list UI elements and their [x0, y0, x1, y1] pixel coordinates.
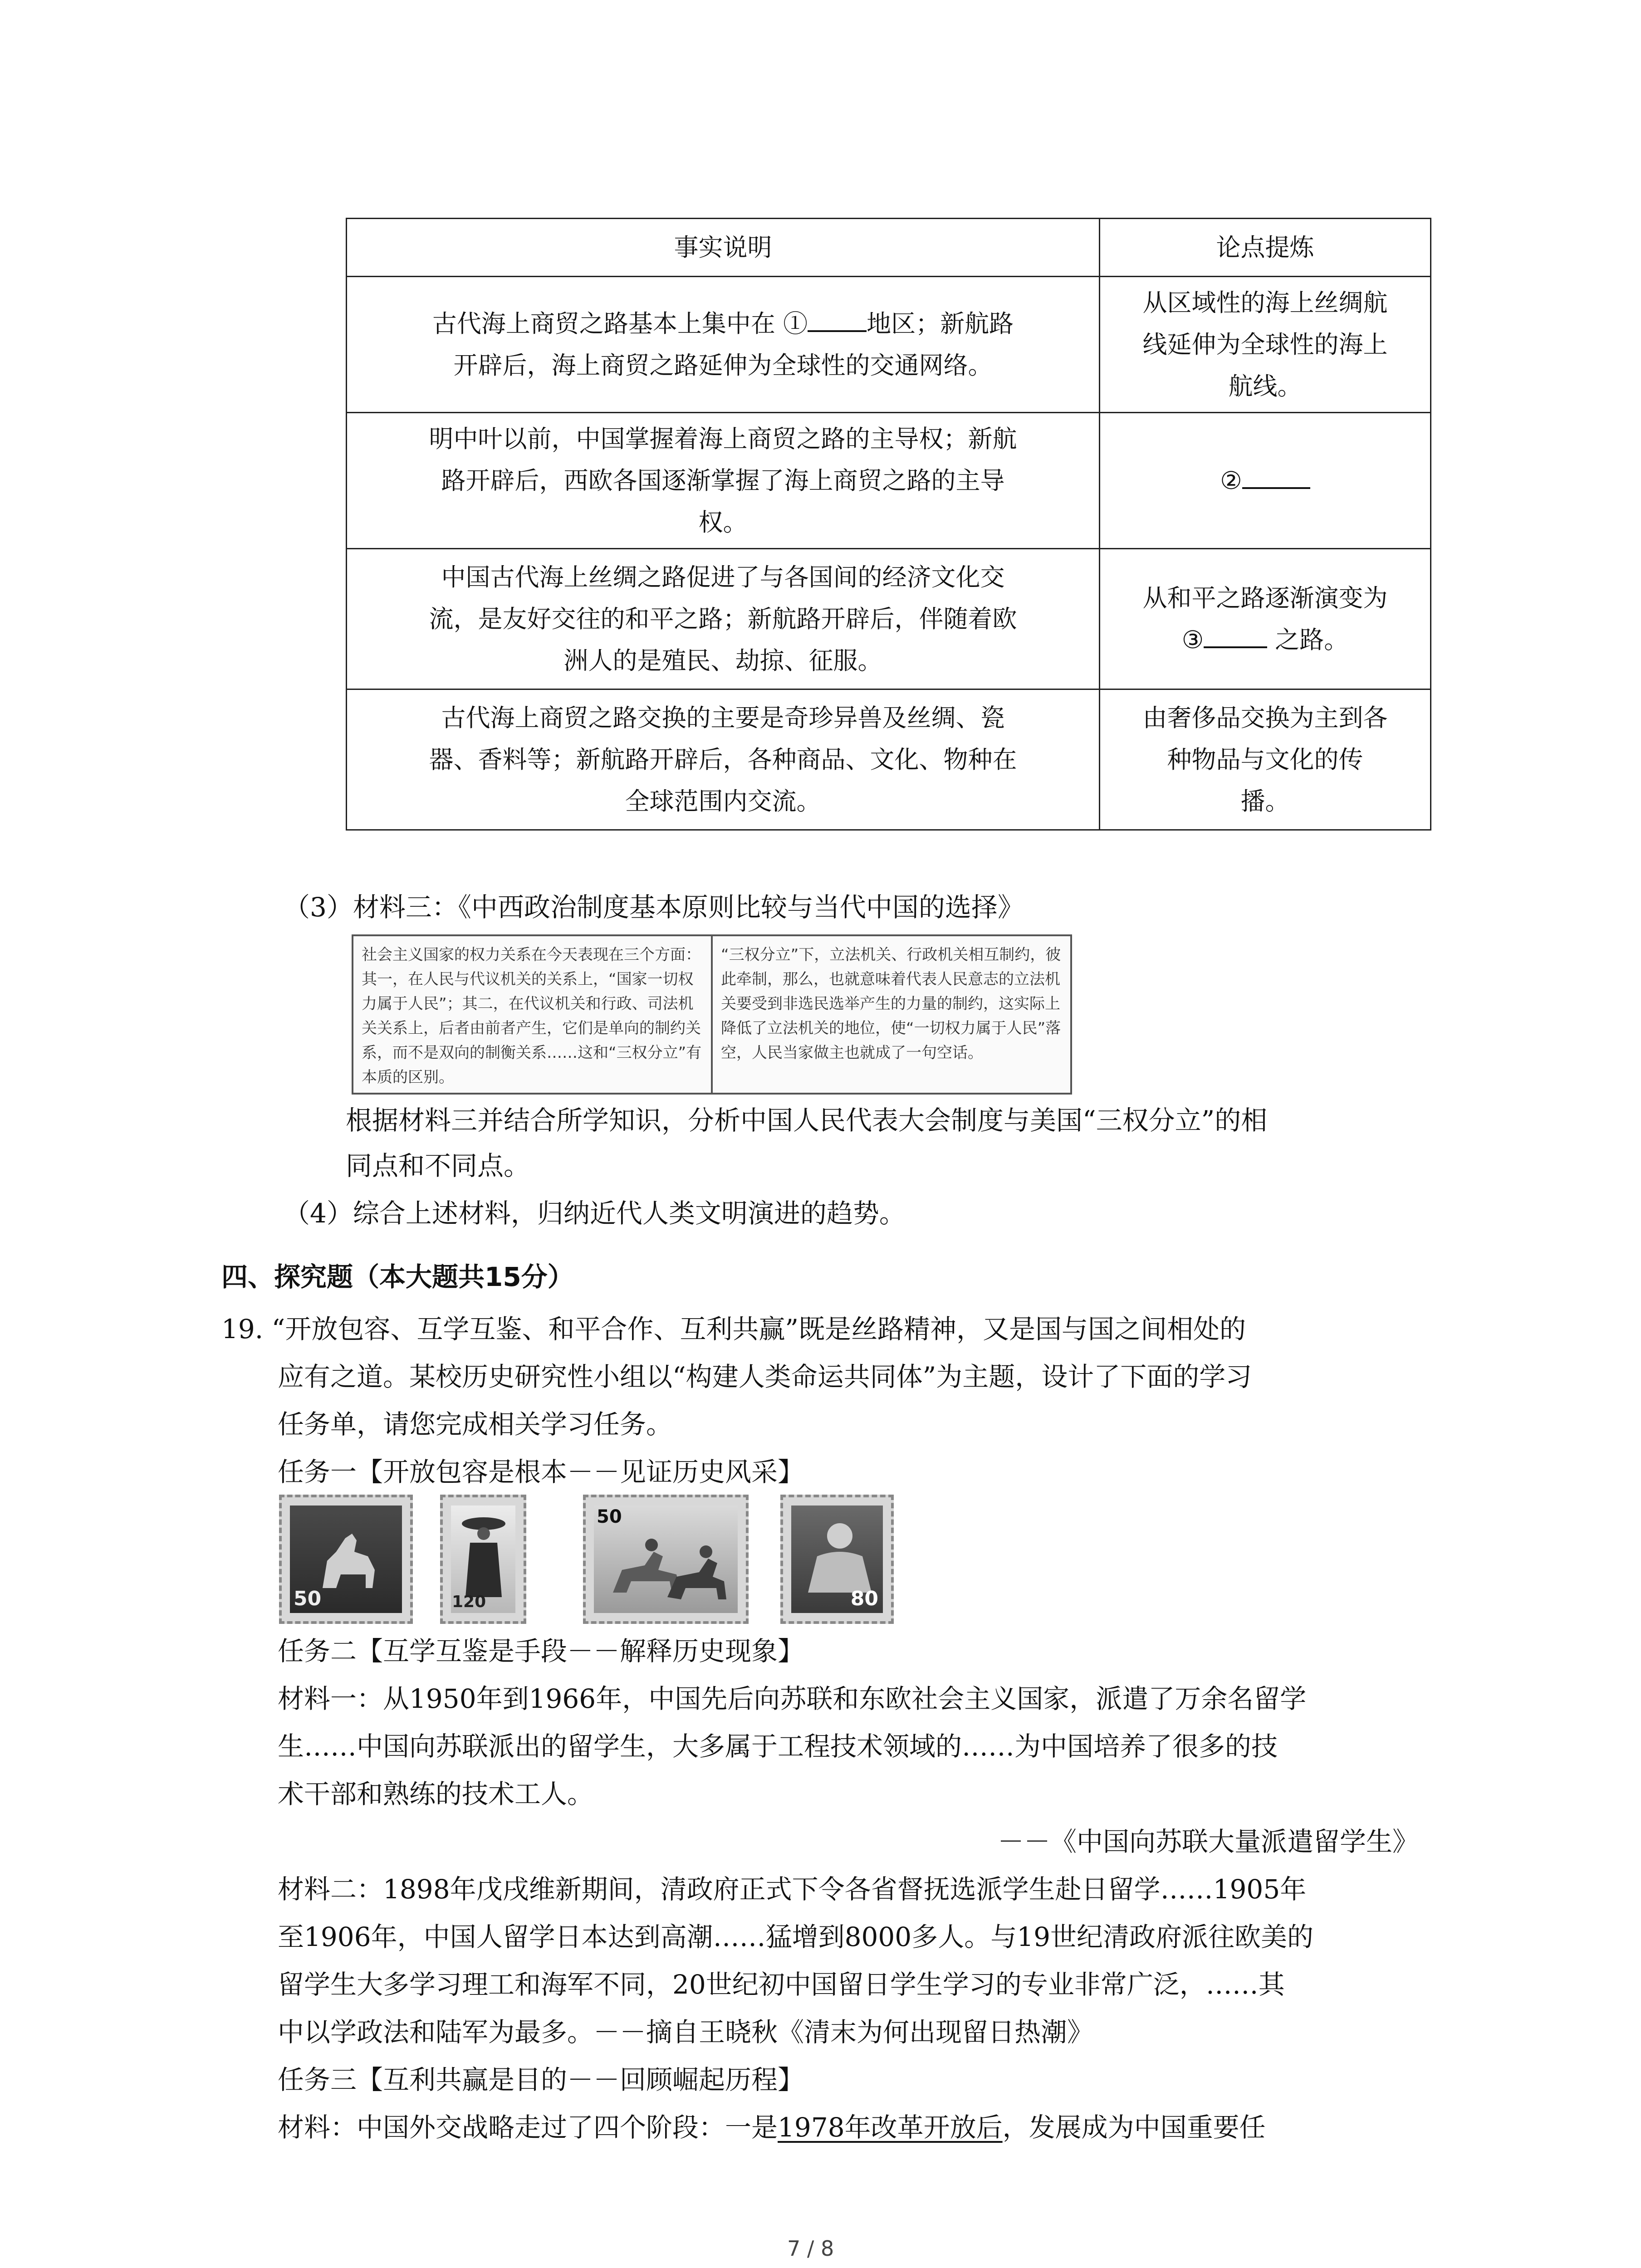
- point-cell: 从区域性的海上丝绸航 线延伸为全球性的海上 航线。: [1100, 277, 1431, 413]
- q3-question-line1: 根据材料三并结合所学知识，分析中国人民代表大会制度与美国“三权分立”的相: [346, 1105, 1268, 1136]
- fact-cell: 中国古代海上丝绸之路促进了与各国间的经济文化交 流，是友好交往的和平之路；新航路开辟后，伴随着欧 洲人的是殖民、劫掠、征服。: [347, 549, 1100, 689]
- q4-question: （4）综合上述材料，归纳近代人类文明演进的趋势。: [284, 1198, 906, 1229]
- stamp-value: 80: [850, 1587, 878, 1610]
- table-row: [347, 413, 1431, 549]
- material1-source: －－《中国向苏联大量派遣留学生》: [997, 1826, 1419, 1857]
- task2-heading: 任务二【互学互鉴是手段－－解释历史现象】: [278, 1636, 804, 1667]
- material1-line2: 生……中国向苏联派出的留学生，大多属于工程技术领域的……为中国培养了很多的技: [278, 1731, 1278, 1762]
- stamp-value: 50: [294, 1587, 322, 1610]
- monk-figure-icon: [456, 1511, 511, 1602]
- point-cell: 从和平之路逐渐演变为 ③ 之路。: [1100, 549, 1431, 689]
- stamp-horse-riders: [583, 1495, 749, 1624]
- stamp-camel-figure: [279, 1495, 413, 1624]
- table-header-row: [347, 219, 1431, 277]
- material-three-right: “三权分立”下，立法机关、行政机关相互制约，彼此牵制，那么，也就意味着代表人民意志的立法机关要受到非选民选举产生的力量的制约，这实际上降低了立法机关的地位，使“一切权力属于人民”落空，人民当家做主也就成了一句空话。: [721, 946, 1061, 1062]
- q19-line2: 应有之道。某校历史研究性小组以“构建人类命运共同体”为主题，设计了下面的学习: [278, 1361, 1252, 1392]
- material3-line1: 材料：中国外交战略走过了四个阶段：一是1978年改革开放后，发展成为中国重要任: [278, 2112, 1266, 2143]
- material-three-left: 社会主义国家的权力关系在今天表现在三个方面：其一，在人民与代议机关的关系上，“国家一切权力属于人民”；其二，在代议机关和行政、司法机关关系上，后者由前者产生，它们是单向的制约关系，而不是双向的制衡关系……这和“三权分立”有本质的区别。: [362, 946, 702, 1086]
- material2-line2: 至1906年，中国人留学日本达到高潮……猛增到8000多人。与19世纪清政府派往欧美的: [278, 1921, 1314, 1952]
- material1-line1: 材料一：从1950年到1966年，中国先后向苏联和东欧社会主义国家，派遣了万余名留学: [278, 1683, 1307, 1714]
- material2-line4: 中以学政法和陆军为最多。－－摘自王晓秋《清末为何出现留日热潮》: [278, 2017, 1094, 2048]
- material-three-box: [352, 934, 1072, 1095]
- q3-label: （3）材料三：《中西政治制度基本原则比较与当代中国的选择》: [284, 892, 1024, 923]
- q19-line1: 19. “开放包容、互学互鉴、和平合作、互利共赢”既是丝路精神，又是国与国之间相处的: [221, 1314, 1246, 1344]
- table-row: [347, 549, 1431, 689]
- fact-cell: 古代海上商贸之路交换的主要是奇珍异兽及丝绸、瓷 器、香料等；新航路开辟后，各种商品、文化、物种在 全球范围内交流。: [347, 689, 1100, 830]
- table-row: [347, 277, 1431, 413]
- header-fact: 事实说明: [347, 219, 1100, 277]
- material2-line3: 留学生大多学习理工和海军不同，20世纪初中国留日学生学习的专业非常广泛，……其: [278, 1969, 1285, 2000]
- fact-cell: 明中叶以前，中国掌握着海上商贸之路的主导权；新航 路开辟后，西欧各国逐渐掌握了海上商贸之路的主导 权。: [347, 413, 1100, 549]
- q3-question-line2: 同点和不同点。: [346, 1150, 530, 1181]
- stamp-seated-figure: [780, 1495, 894, 1624]
- point-cell: ②: [1100, 413, 1431, 549]
- stamp-value: 120: [452, 1593, 486, 1611]
- header-point: 论点提炼: [1100, 219, 1431, 277]
- section-title: 四、探究题（本大题共15分）: [221, 1261, 574, 1292]
- blank-3[interactable]: [1204, 621, 1267, 648]
- blank-1[interactable]: [808, 305, 867, 332]
- table-row: [347, 689, 1431, 830]
- q19-line3: 任务单，请您完成相关学习任务。: [278, 1409, 673, 1440]
- stamp-value: 50: [597, 1506, 622, 1527]
- material1-line3: 术干部和熟练的技术工人。: [278, 1779, 594, 1809]
- material2-line1: 材料二：1898年戊戌维新期间，清政府正式下令各省督抚选派学生赴日留学……1905年: [278, 1874, 1307, 1905]
- task1-heading: 任务一【开放包容是根本－－见证历史风采】: [278, 1457, 804, 1487]
- point-cell: 由奢侈品交换为主到各 种物品与文化的传 播。: [1100, 689, 1431, 830]
- facts-table: [346, 218, 1431, 831]
- underlined-phrase: 1978年改革开放后: [778, 2112, 1003, 2143]
- fact-cell: 古代海上商贸之路基本上集中在 ① 地区；新航路 开辟后，海上商贸之路延伸为全球性的交通网络。: [347, 277, 1100, 413]
- page-number: 7 / 8: [787, 2236, 834, 2261]
- horse-riders-icon: [604, 1525, 731, 1611]
- blank-2[interactable]: [1242, 462, 1310, 489]
- stamp-monk: [440, 1495, 526, 1624]
- task3-heading: 任务三【互利共赢是目的－－回顾崛起历程】: [278, 2064, 804, 2095]
